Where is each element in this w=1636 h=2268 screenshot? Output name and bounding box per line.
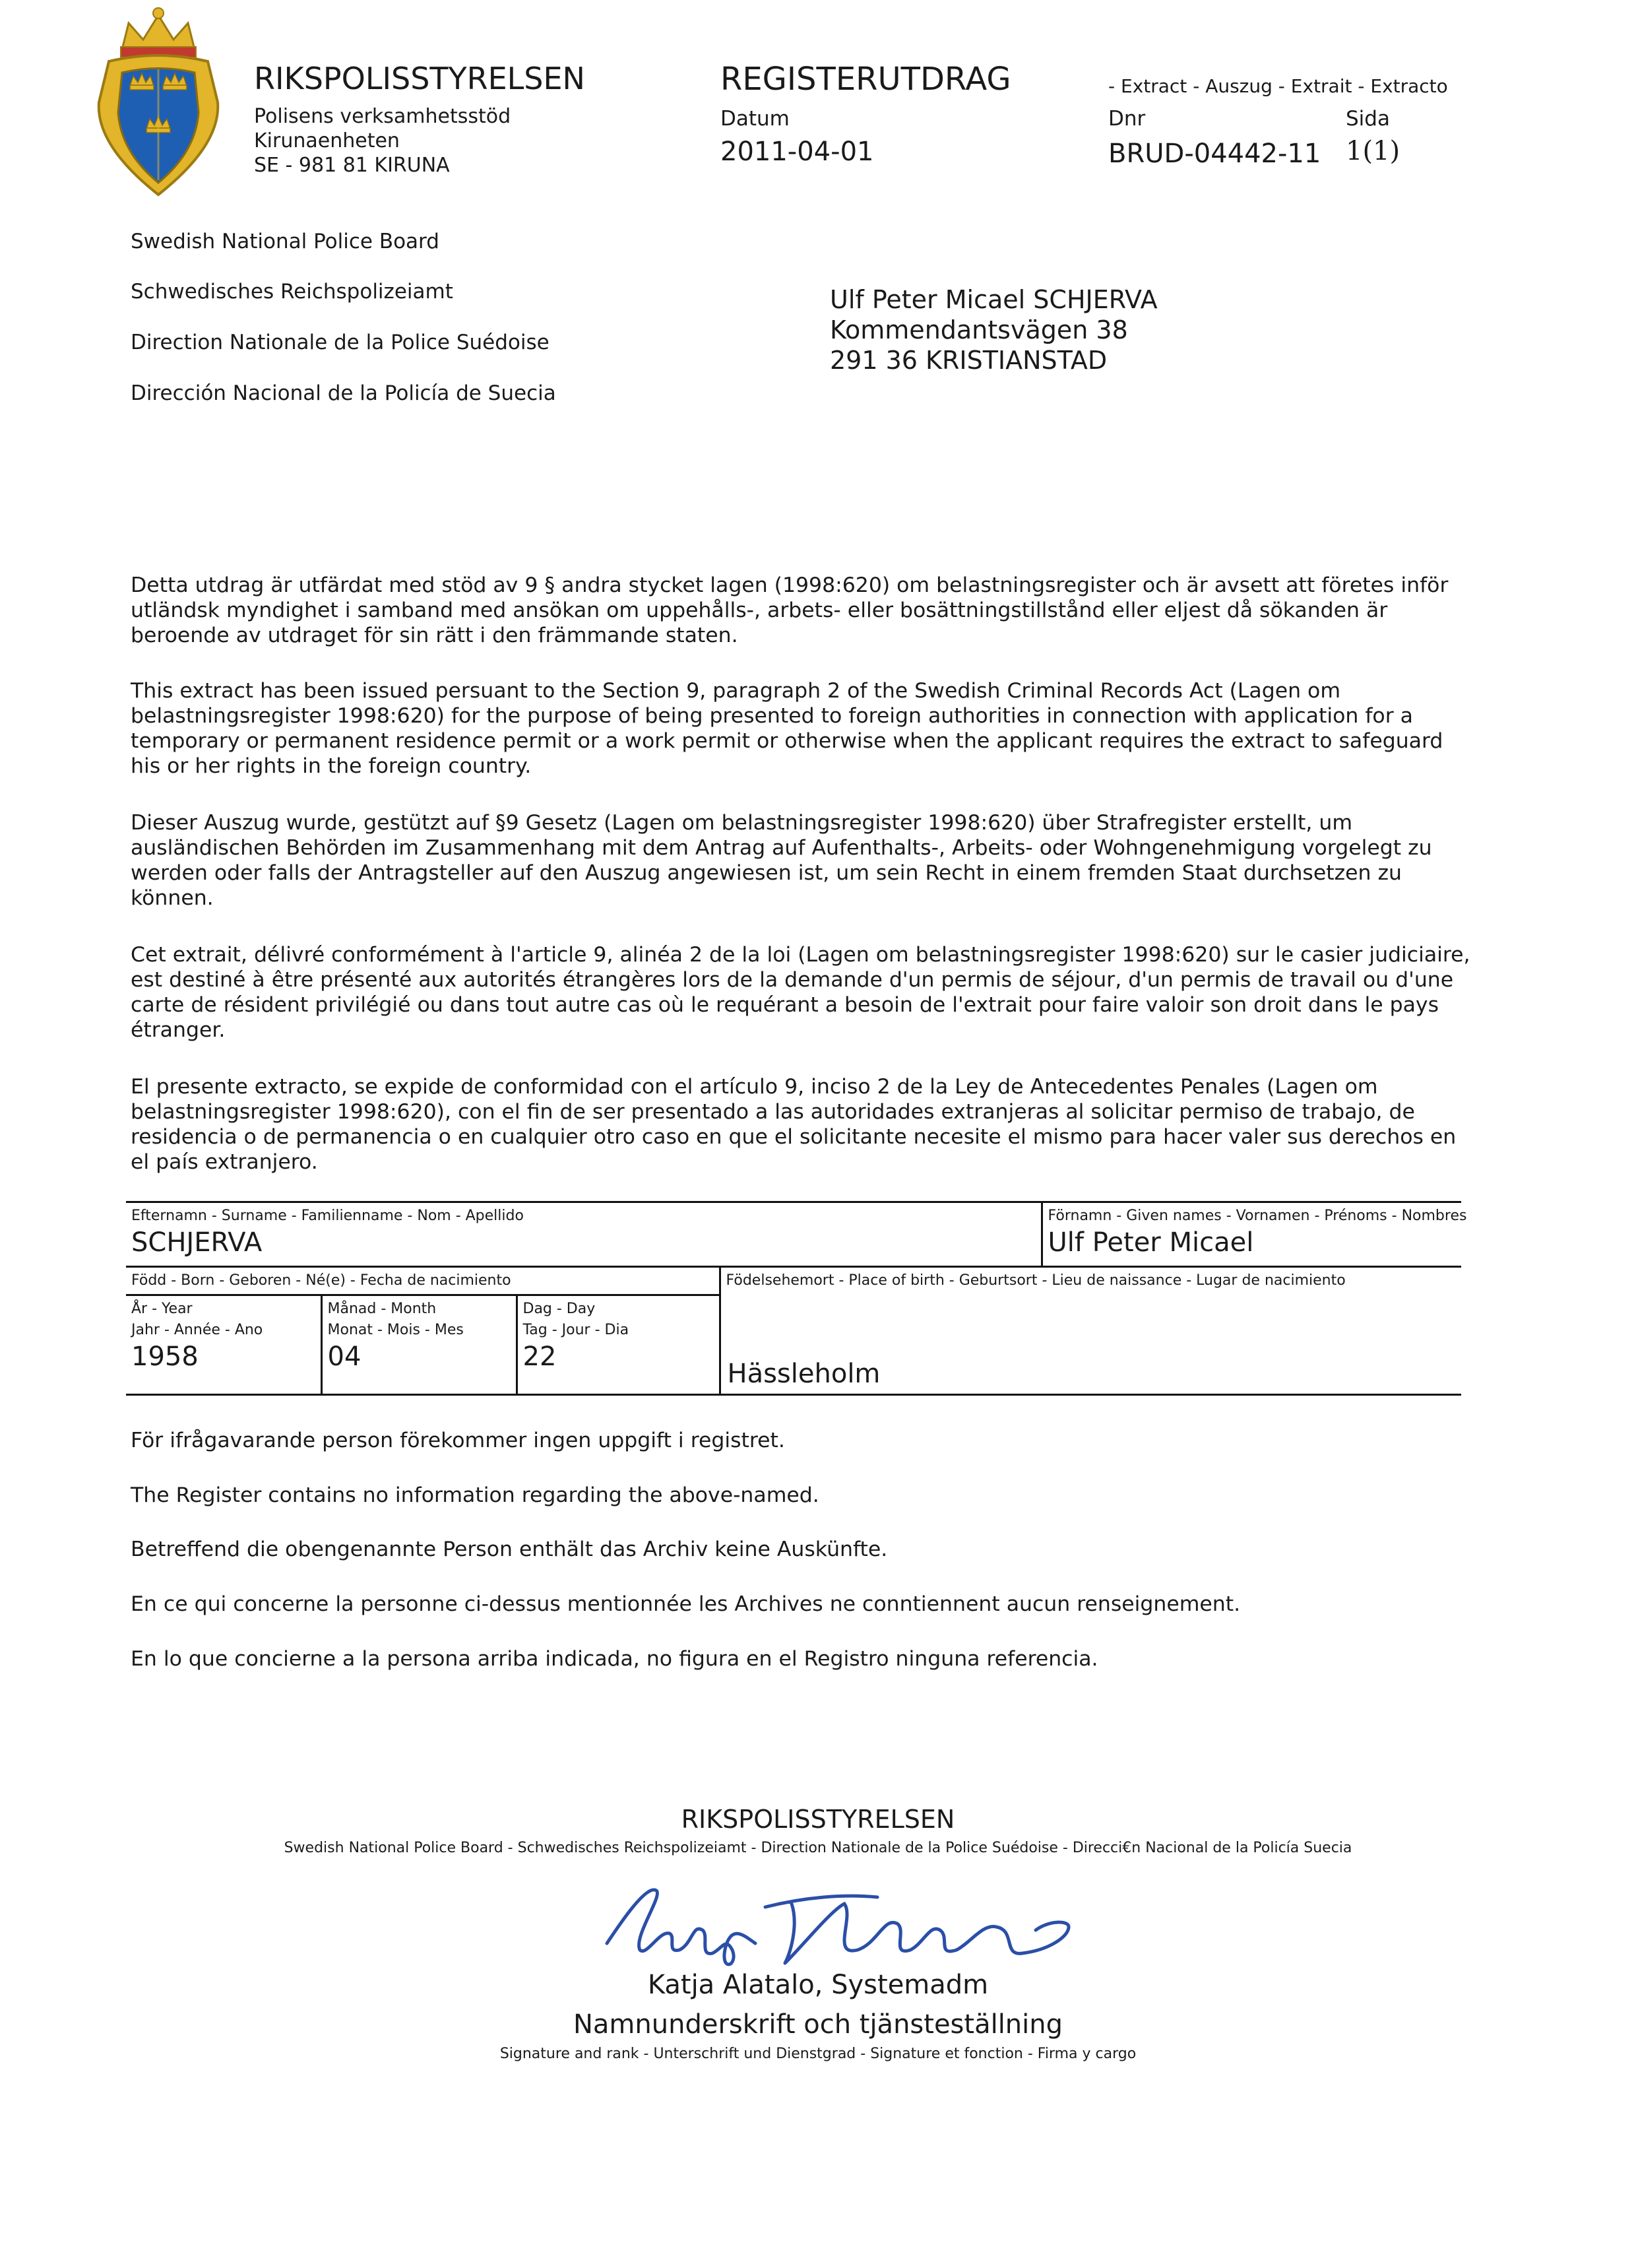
birth-month-label-1: Månad - Month <box>327 1301 437 1317</box>
signature-rank-translations: Signature and rank - Unterschrift und Dienstgrad - Signature et fonction - Firma y cargo <box>499 2046 1137 2062</box>
org-line-3: SE - 981 81 KIRUNA <box>254 154 450 177</box>
birth-date-label: Född - Born - Geboren - Né(e) - Fecha de nacimiento <box>126 1268 719 1296</box>
org-line-2: Kirunaenheten <box>254 129 400 152</box>
recipient-name: Ulf Peter Micael SCHJERVA <box>830 285 1158 314</box>
given-names-label: Förnamn - Given names - Vornamen - Prénoms - Nombres <box>1048 1208 1467 1224</box>
birthplace-value: Hässleholm <box>727 1359 881 1389</box>
surname-cell <box>126 1202 1042 1267</box>
signature-rank-label: Namnunderskrift och tjänsteställning <box>573 2009 1063 2040</box>
signature-org: RIKSPOLISSTYRELSEN <box>681 1805 955 1834</box>
no-info-es: En lo que concierne a la persona arriba indicada, no figura en el Registro ninguna referencia. <box>131 1647 1098 1671</box>
person-details-form <box>126 1201 1467 1396</box>
no-info-sv: För ifrågavarande person förekommer ingen uppgift i registret. <box>131 1429 785 1452</box>
surname-value: SCHJERVA <box>131 1227 263 1258</box>
legal-paragraph-en: This extract has been issued persuant to the Section 9, paragraph 2 of the Swedish Criminal Records Act (Lagen om belastningsregister 1998:620) for the purpose of being presented to foreign authorities in connection with application for a temporary or permanent residence permit or a work permit or otherwise when the applicant requires the extract to safeguard his or her rights in the foreign country. <box>131 679 1443 778</box>
legal-paragraph-es: El presente extracto, se expide de conformidad con el artículo 9, inciso 2 de la Ley de Antecedentes Penales (Lagen om belastningsregister 1998:620), con el fin de ser presentado a las autoridades extranjeras al solicitar permiso de trabajo, de residencia o de permanencia o en cualquier otro caso en que el solicitante necesite el mismo para hacer valer sus derechos en el país extranjero. <box>131 1075 1457 1174</box>
birth-day-cell <box>517 1296 720 1394</box>
birth-year-label-2: Jahr - Année - Ano <box>131 1322 263 1338</box>
birth-month-cell <box>321 1296 517 1394</box>
org-name: RIKSPOLISSTYRELSEN <box>254 61 585 96</box>
birth-year-label-1: År - Year <box>131 1301 193 1317</box>
birthplace-cell <box>720 1267 1461 1395</box>
recipient-city: 291 36 KRISTIANSTAD <box>830 346 1108 375</box>
legal-paragraph-de: Dieser Auszug wurde, gestützt auf §9 Gesetz (Lagen om belastningsregister 1998:620) über Strafregister erstellt, um ausländischen Behörden im Zusammenhang mit dem Antrag auf Aufenthalts-, Arbeits- oder Wohngenehmigung vorgelegt zu werden oder falls der Antragsteller auf den Auszug angewiesen ist, um sein Recht in einem fremden Staat durchsetzen zu können. <box>131 811 1432 910</box>
recipient-street: Kommendantsvägen 38 <box>830 315 1128 344</box>
dnr-value: BRUD-04442-11 <box>1108 139 1321 169</box>
authority-name-fr: Direction Nationale de la Police Suédoise <box>131 331 550 354</box>
no-info-en: The Register contains no information regarding the above-named. <box>131 1483 819 1507</box>
birth-day-label-1: Dag - Day <box>522 1301 596 1317</box>
no-info-de: Betreffend die obengenannte Person enthält das Archiv keine Auskünfte. <box>131 1538 888 1561</box>
legal-paragraph-sv: Detta utdrag är utfärdat med stöd av 9 § andra stycket lagen (1998:620) om belastningsregister och är avsett att företes inför utländsk myndighet i samband med ansökan om uppehålls-, arbets- eller bosättningstillstånd eller eljest då sökanden är beroende av utdraget för sin rätt i den främmande staten. <box>131 573 1449 647</box>
signature-org-translations: Swedish National Police Board - Schwedisches Reichspolizeiamt - Direction Nationale de la Police Suédoise - Direcci€n Nacional de la Policía Suecia <box>284 1840 1352 1856</box>
surname-label: Efternamn - Surname - Familienname - Nom - Apellido <box>131 1208 524 1224</box>
legal-paragraph-fr: Cet extrait, délivré conformément à l'article 9, alinéa 2 de la loi (Lagen om belastningsregister 1998:620) sur le casier judiciaire, est destiné à être présenté aux autorités étrangères lors de la demande d'un permis de séjour, d'un permis de travail ou d'une carte de résident privilégié ou dans tout autre cas où le requérant a besoin de l'extrait pour faire valoir son droit dans le pays étranger. <box>131 943 1470 1042</box>
no-info-fr: En ce qui concerne la personne ci-dessus mentionnée les Archives ne conntiennent aucun renseignement. <box>131 1592 1241 1616</box>
birth-month-label-2: Monat - Mois - Mes <box>327 1322 464 1338</box>
page-label: Sida <box>1346 107 1390 131</box>
birth-date-parts <box>126 1296 720 1394</box>
birth-year-cell <box>126 1296 321 1394</box>
page-value: 1(1) <box>1346 136 1400 166</box>
authority-name-de: Schwedisches Reichspolizeiamt <box>131 280 453 304</box>
org-line-1: Polisens verksamhetsstöd <box>254 105 511 128</box>
authority-name-en: Swedish National Police Board <box>131 230 439 253</box>
birth-day-label-2: Tag - Jour - Dia <box>522 1322 629 1338</box>
birth-year-value: 1958 <box>131 1342 199 1372</box>
date-label: Datum <box>720 107 790 131</box>
signatory-name: Katja Alatalo, Systemadm <box>647 1970 989 2000</box>
birthplace-label: Födelsehemort - Place of birth - Geburtsort - Lieu de naissance - Lugar de nacimiento <box>726 1272 1346 1289</box>
document-type: REGISTERUTDRAG <box>720 61 1011 98</box>
date-value: 2011-04-01 <box>720 137 874 167</box>
dnr-label: Dnr <box>1108 107 1146 131</box>
given-names-cell <box>1042 1202 1467 1267</box>
birth-month-value: 04 <box>327 1342 362 1372</box>
given-names-value: Ulf Peter Micael <box>1048 1227 1254 1258</box>
authority-name-es: Dirección Nacional de la Policía de Suecia <box>131 381 556 405</box>
police-crest-icon <box>82 3 234 201</box>
extract-translations: - Extract - Auszug - Extrait - Extracto <box>1108 75 1448 97</box>
birth-day-value: 22 <box>522 1342 557 1372</box>
birth-date-cell <box>126 1267 720 1395</box>
